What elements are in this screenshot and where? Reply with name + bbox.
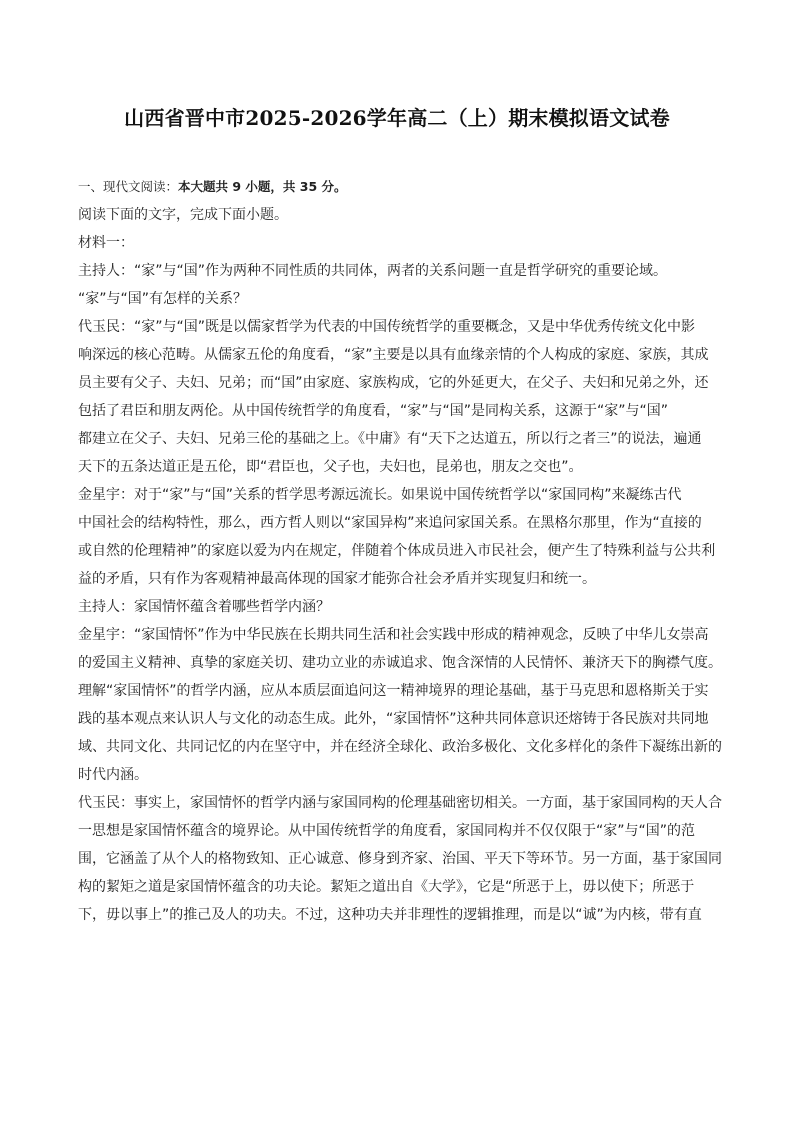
text-line: 响深远的核心范畴。从儒家五伦的角度看，“家”主要是以具有血缘亲情的个人构成的家庭、家族，其成 [78,347,709,363]
text-line: 天下的五条达道正是五伦，即“君臣也，父子也，夫妇也，昆弟也，朋友之交也”。 [78,459,583,475]
text-line: 都建立在父子、夫妇、兄弟三伦的基础之上。《中庸》有“天下之达道五，所以行之者三”的说法，遍通 [78,431,702,447]
text-line: 下，毋以事上”的推己及人的功夫。不过，这种功夫并非理性的逻辑推理，而是以“诚”为内核，带有直 [78,907,702,923]
text-line: 一思想是家国情怀蕴含的境界论。从中国传统哲学的角度看，家国同构并不仅仅限于“家”与“国”的范 [78,823,696,839]
reading-instruction: 阅读下面的文字，完成下面小题。 [78,207,288,223]
text-line: 或自然的伦理精神”的家庭以爱为内在规定，伴随着个体成员进入市民社会，便产生了特殊利益与公共利 [78,543,716,559]
text-line: 益的矛盾，只有作为客观精神最高体现的国家才能弥合社会矛盾并实现复归和统一。 [78,571,596,587]
text-line: 的爱国主义精神、真挚的家庭关切、建功立业的赤诚追求、饱含深情的人民情怀、兼济天下的胸襟气度。 [78,655,722,671]
text-line: 域、共同文化、共同记忆的内在坚守中，并在经济全球化、政治多极化、文化多样化的条件下凝练出新的 [78,739,722,755]
text-line: 代玉民：事实上，家国情怀的哲学内涵与家国同构的伦理基础密切相关。一方面，基于家国同构的天人合 [78,795,722,811]
text-line: “家”与“国”有怎样的关系？ [78,291,248,307]
text-line: 主持人：“家”与“国”作为两种不同性质的共同体，两者的关系问题一直是哲学研究的重要论域。 [78,263,668,279]
text-line: 金星宇：“家国情怀”作为中华民族在长期共同生活和社会实践中形成的精神观念，反映了中华儿女崇高 [78,627,709,643]
text-line: 围，它涵盖了从个人的格物致知、正心诚意、修身到齐家、治国、平天下等环节。另一方面，基于家国同 [78,851,722,867]
section-score-info: 本大题共 9 小题，共 35 分。 [178,179,347,194]
text-line: 金星宇：对于“家”与“国”关系的哲学思考源远流长。如果说中国传统哲学以“家国同构”来凝练古代 [78,487,682,503]
text-line: 理解“家国情怀”的哲学内涵，应从本质层面追问这一精神境界的理论基础，基于马克思和恩格斯关于实 [78,683,709,699]
text-line: 中国社会的结构特性，那么，西方哲人则以“家国异构”来追问家国关系。在黑格尔那里，作为“直接的 [78,515,702,531]
text-line: 主持人：家国情怀蕴含着哪些哲学内涵？ [78,599,330,615]
article-body [78,260,722,926]
section-heading [78,176,716,198]
text-line: 践的基本观点来认识人与文化的动态生成。此外，“家国情怀”这种共同体意识还熔铸于各民族对共同地 [78,711,709,727]
section-prefix: 一、现代文阅读： [78,179,179,194]
document-title: 山西省晋中市2025-2026学年高二（上）期末模拟语文试卷 [124,106,670,130]
text-line: 构的絜矩之道是家国情怀蕴含的功夫论。絜矩之道出自《大学》，它是“所恶于上，毋以使下；所恶于 [78,879,695,895]
material-label: 材料一： [78,235,134,251]
text-line: 包括了君臣和朋友两伦。从中国传统哲学的角度看，“家”与“国”是同构关系，这源于“家”与“国” [78,403,669,419]
text-line: 员主要有父子、夫妇、兄弟；而“国”由家庭、家族构成，它的外延更大，在父子、夫妇和兄弟之外，还 [78,375,709,391]
text-line: 代玉民：“家”与“国”既是以儒家哲学为代表的中国传统哲学的重要概念，又是中华优秀传统文化中影 [78,319,696,335]
text-line: 时代内涵。 [78,767,148,783]
